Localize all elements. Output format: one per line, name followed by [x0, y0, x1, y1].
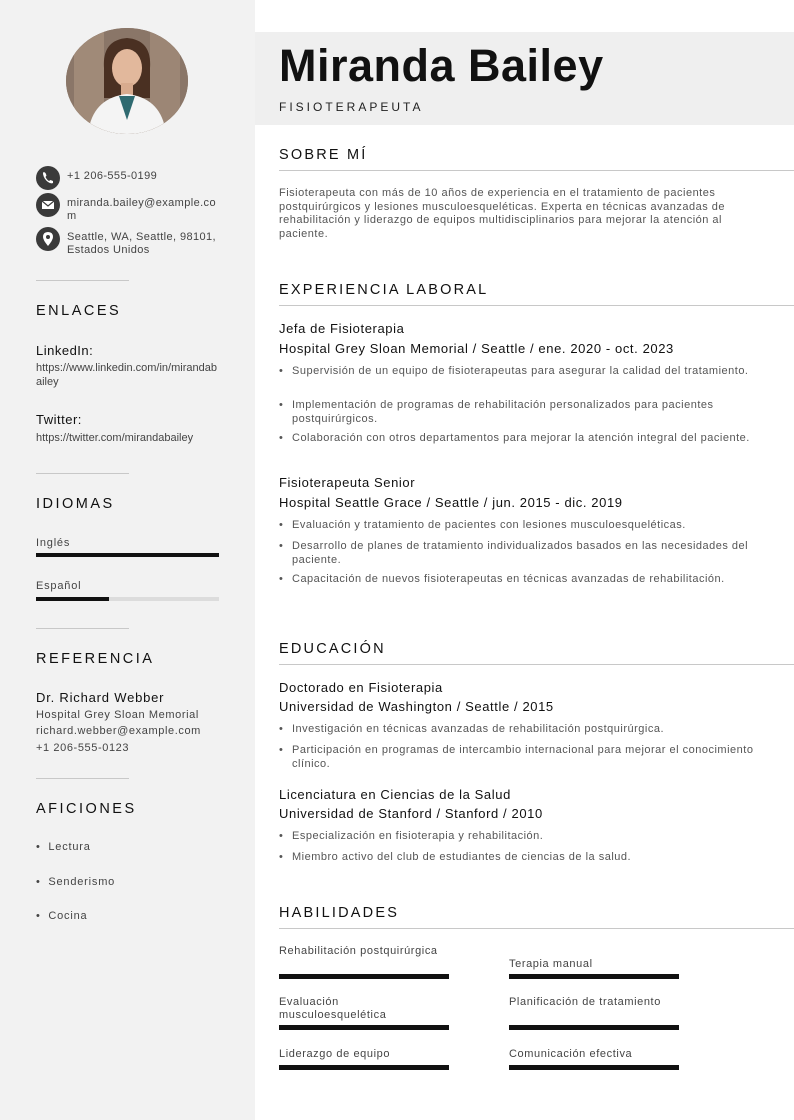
job-bullet: • Evaluación y tratamiento de pacientes con lesiones musculoesqueléticas.: [279, 519, 769, 533]
hobby-label: Cocina: [48, 910, 88, 922]
twitter-label: Twitter:: [36, 412, 82, 427]
phone-icon: [36, 166, 60, 190]
about-text: Fisioterapeuta con más de 10 años de experiencia en el tratamiento de pacientes postquirúrgicos y lesiones musculoesqueléticas. Experta en técnicas avanzadas de rehabilitación y liderazgo de equipos multidisciplinarios para mejorar la atención al paciente.: [279, 187, 726, 240]
skill-label: Planificación de tratamiento: [509, 996, 661, 1008]
hobby-item: • Senderismo: [36, 876, 116, 888]
edu-bullet: • Especialización en fisioterapia y rehabilitación.: [279, 830, 769, 844]
experience-heading: EXPERIENCIA LABORAL: [279, 282, 489, 298]
avatar: [66, 28, 188, 134]
hobby-label: Lectura: [48, 841, 91, 853]
edu-bullet: • Participación en programas de intercambio internacional para mejorar el conocimiento clínico.: [279, 744, 769, 771]
linkedin-label: LinkedIn:: [36, 343, 94, 358]
skill-label: Terapia manual: [509, 958, 593, 970]
linkedin-link[interactable]: https://www.linkedin.com/in/mirandabailey: [36, 362, 217, 388]
reference-heading: REFERENCIA: [36, 651, 155, 667]
about-heading: SOBRE MÍ: [279, 147, 368, 163]
section-rule: [279, 664, 794, 665]
divider: [36, 473, 129, 474]
section-rule: [279, 305, 794, 306]
job-title: Fisioterapeuta Senior: [279, 475, 416, 490]
sidebar: [0, 0, 255, 1120]
mail-icon: [36, 193, 60, 217]
edu-subtitle: Universidad de Washington / Seattle / 2015: [279, 699, 554, 714]
skill-bar: [509, 1065, 679, 1070]
email-text: miranda.bailey@example.com: [67, 197, 216, 222]
phone-text: +1 206-555-0199: [67, 170, 158, 182]
skill-label: Evaluación musculoesquelética: [279, 996, 387, 1021]
edu-subtitle: Universidad de Stanford / Stanford / 2010: [279, 806, 543, 821]
skill-label: Liderazgo de equipo: [279, 1048, 391, 1060]
language-name: Inglés: [36, 537, 71, 549]
job-bullet: • Desarrollo de planes de tratamiento individualizados basados en las necesidades del paciente.: [279, 540, 769, 567]
skills-heading: HABILIDADES: [279, 905, 400, 921]
section-rule: [279, 170, 794, 171]
job-role: FISIOTERAPEUTA: [279, 100, 424, 114]
languages-heading: IDIOMAS: [36, 496, 115, 512]
job-title: Jefa de Fisioterapia: [279, 321, 405, 336]
job-subtitle: Hospital Grey Sloan Memorial / Seattle / ene. 2020 - oct. 2023: [279, 341, 674, 356]
job-bullet: • Supervisión de un equipo de fisioterapeutas para asegurar la calidad del tratamiento.: [279, 365, 769, 379]
language-level-fill: [36, 597, 109, 601]
divider: [36, 778, 129, 779]
language-level-fill: [36, 553, 219, 557]
twitter-link[interactable]: https://twitter.com/mirandabailey: [36, 432, 194, 444]
edu-title: Licenciatura en Ciencias de la Salud: [279, 787, 511, 802]
section-rule: [279, 928, 794, 929]
job-bullet: • Capacitación de nuevos fisioterapeutas en técnicas avanzadas de rehabilitación.: [279, 573, 769, 587]
skill-bar: [509, 1025, 679, 1030]
links-heading: ENLACES: [36, 303, 122, 319]
skill-bar: [509, 974, 679, 979]
avatar-photo: [66, 28, 188, 134]
skill-label: Comunicación efectiva: [509, 1048, 633, 1060]
reference-name: Dr. Richard Webber: [36, 690, 165, 705]
divider: [36, 628, 129, 629]
language-level-bar: [36, 597, 219, 601]
hobbies-heading: AFICIONES: [36, 801, 137, 817]
reference-phone: +1 206-555-0123: [36, 742, 130, 754]
edu-title: Doctorado en Fisioterapia: [279, 680, 443, 695]
skill-bar: [279, 1065, 449, 1070]
location-icon: [36, 227, 60, 251]
hobby-item: • Lectura: [36, 841, 91, 853]
language-level-bar: [36, 553, 219, 557]
edu-bullet: • Investigación en técnicas avanzadas de rehabilitación postquirúrgica.: [279, 723, 769, 737]
language-name: Español: [36, 580, 82, 592]
hobby-item: • Cocina: [36, 910, 88, 922]
reference-org: Hospital Grey Sloan Memorial: [36, 709, 199, 721]
divider: [36, 280, 129, 281]
edu-bullet: • Miembro activo del club de estudiantes de ciencias de la salud.: [279, 851, 769, 865]
skill-bar: [279, 1025, 449, 1030]
skill-bar: [279, 974, 449, 979]
education-heading: EDUCACIÓN: [279, 641, 386, 657]
reference-email: richard.webber@example.com: [36, 725, 201, 737]
address-text: Seattle, WA, Seattle, 98101, Estados Unidos: [67, 231, 216, 256]
main-content: [255, 0, 794, 1120]
job-bullet: • Implementación de programas de rehabilitación personalizados para pacientes postquirúrgicos.: [279, 399, 769, 426]
person-name: Miranda Bailey: [279, 40, 604, 91]
skill-label: Rehabilitación postquirúrgica: [279, 945, 438, 957]
job-bullet: • Colaboración con otros departamentos para mejorar la atención integral del paciente.: [279, 432, 769, 446]
job-subtitle: Hospital Seattle Grace / Seattle / jun. 2015 - dic. 2019: [279, 495, 623, 510]
hobby-label: Senderismo: [48, 876, 116, 888]
